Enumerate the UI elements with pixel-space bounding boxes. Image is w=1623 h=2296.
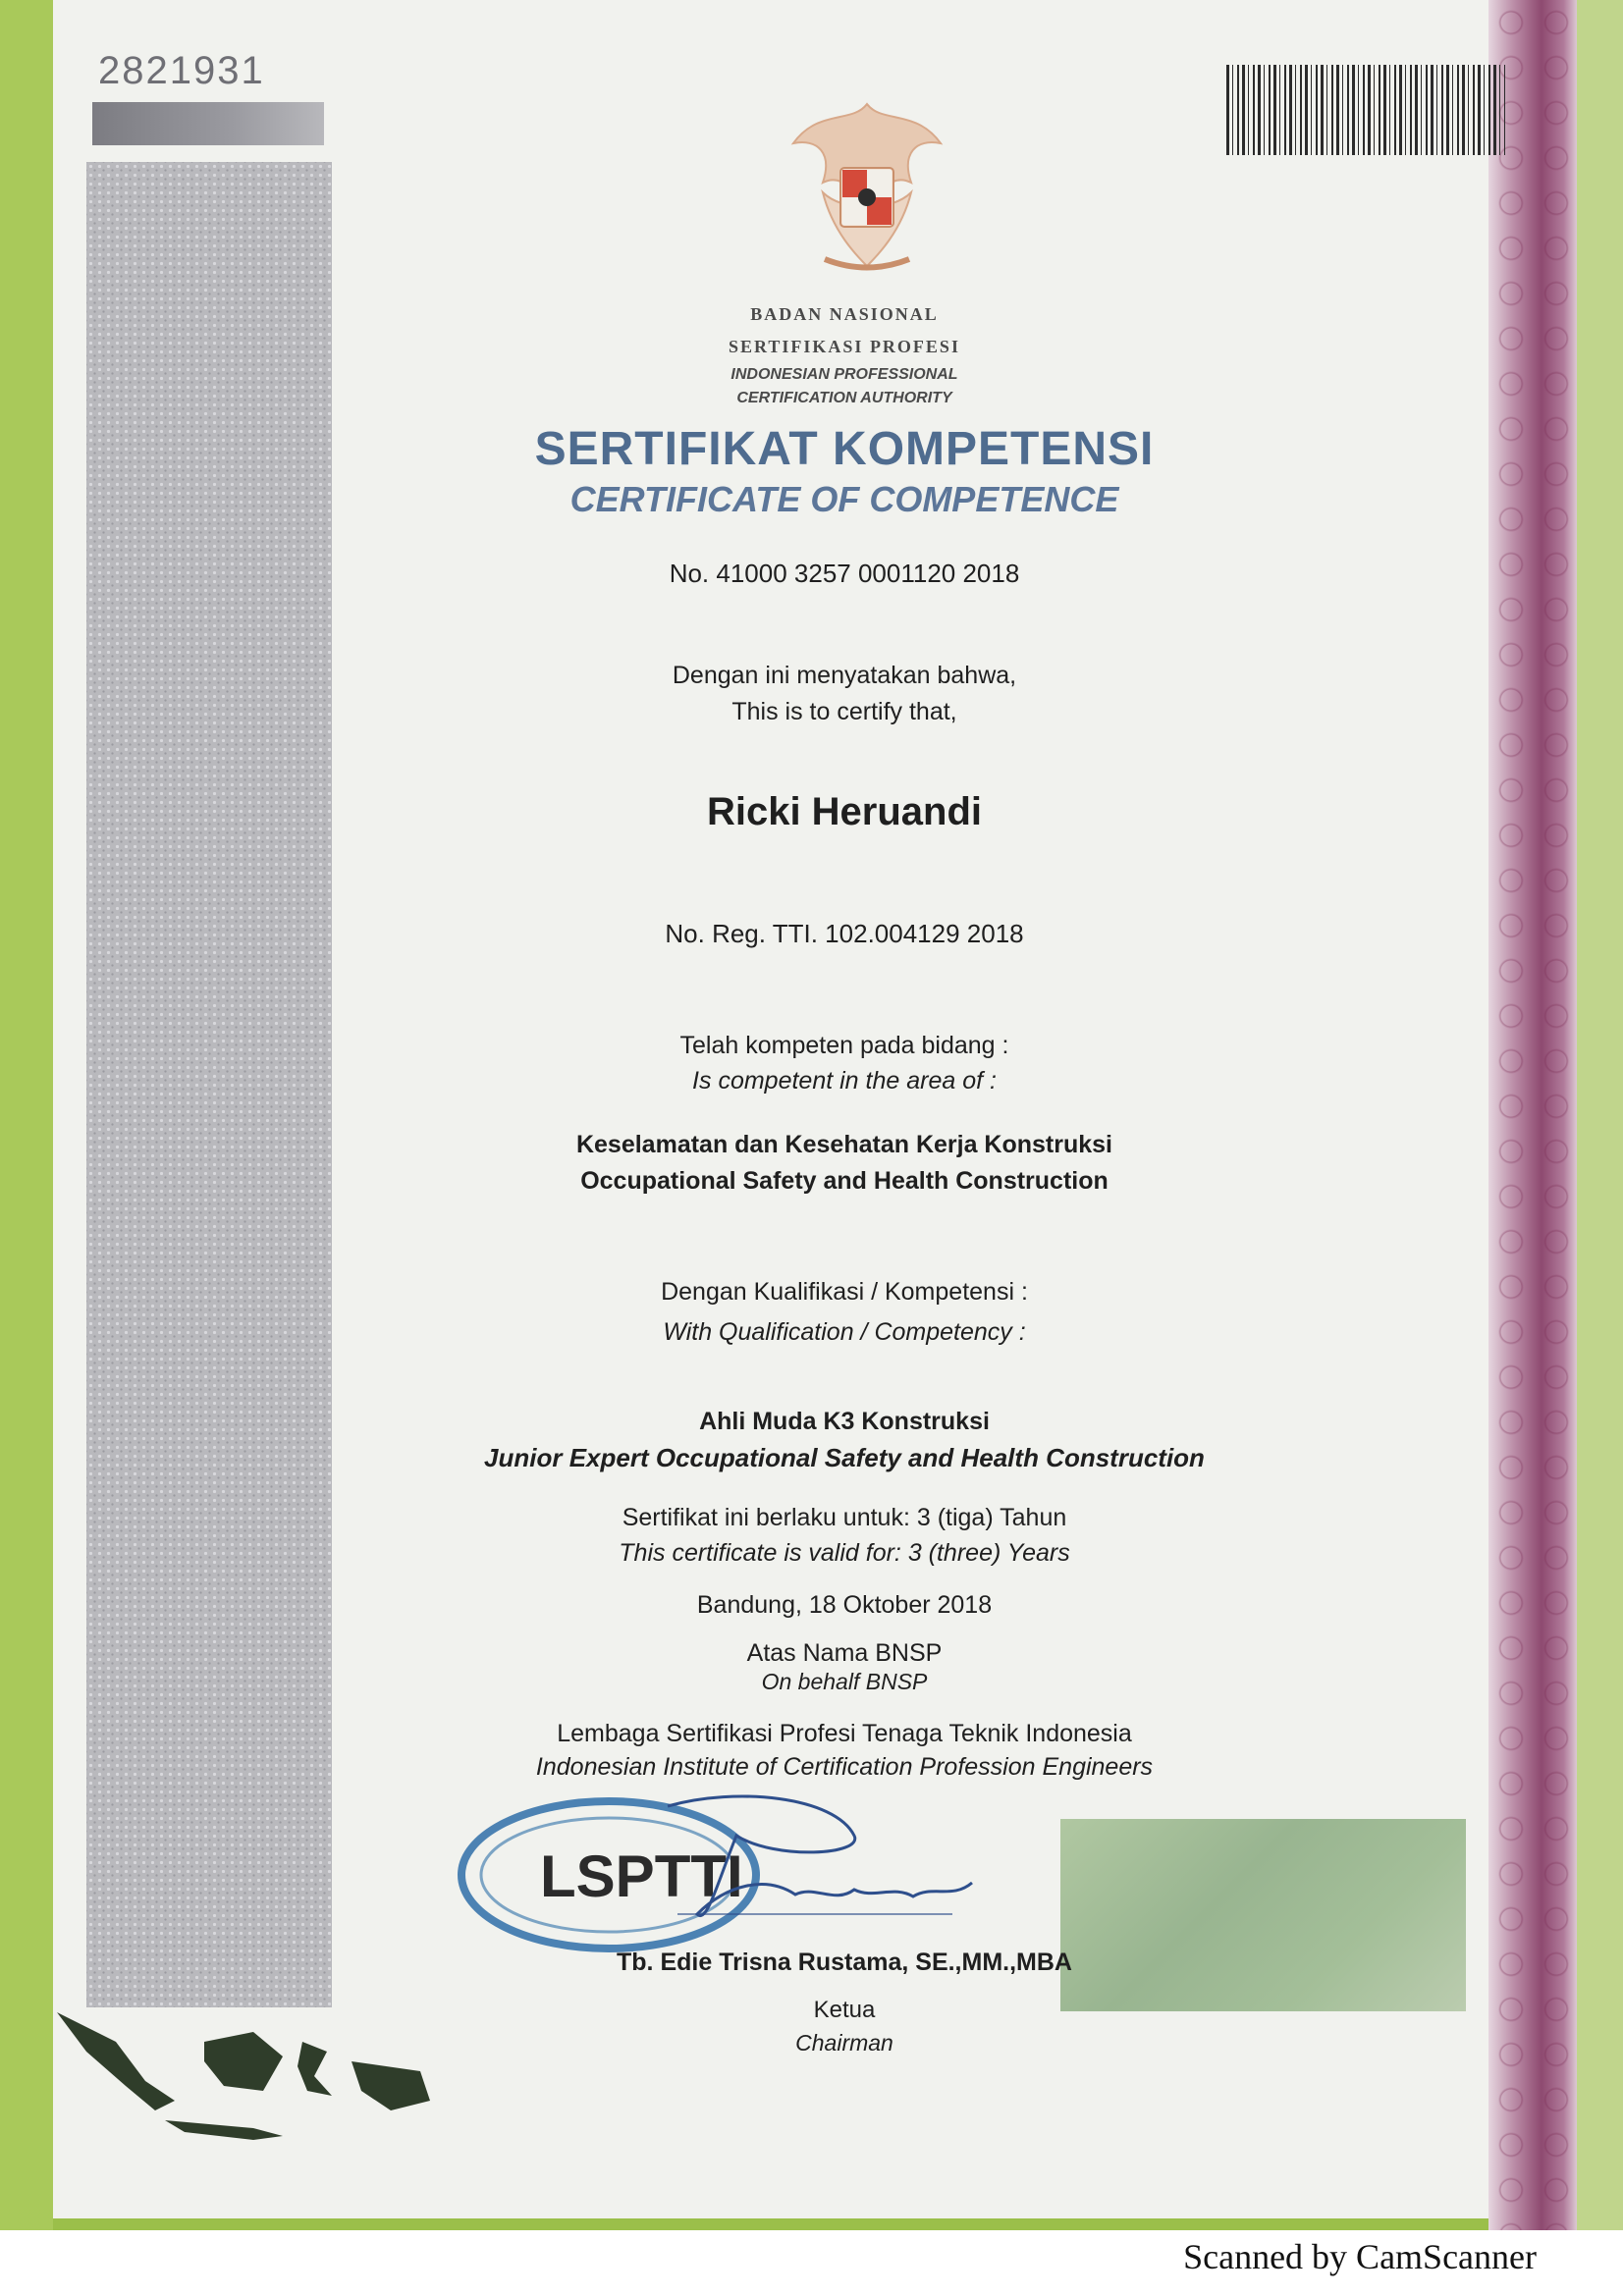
- signer-role-id: Ketua: [813, 1997, 876, 2023]
- signer-name: Tb. Edie Trisna Rustama, SE.,MM.,MBA: [617, 1949, 1072, 1976]
- certificate-number: No. 41000 3257 0001120 2018: [669, 559, 1020, 588]
- background-right: [1577, 0, 1623, 2230]
- registration-number: No. Reg. TTI. 102.004129 2018: [665, 919, 1024, 948]
- validity-en: This certificate is valid for: 3 (three) Years: [619, 1539, 1070, 1567]
- place-date: Bandung, 18 Oktober 2018: [696, 1591, 993, 1619]
- declaration-id: Dengan ini menyatakan bahwa,: [672, 662, 1017, 689]
- certificate-title-en: CERTIFICATE OF COMPETENCE: [569, 479, 1119, 519]
- competent-label-en: Is competent in the area of :: [692, 1067, 997, 1095]
- stamp-text: LSPTTI: [540, 1843, 743, 1909]
- qualification-label-en: With Qualification / Competency :: [663, 1318, 1026, 1346]
- background-left: [0, 0, 53, 2230]
- authority-name-en-line2: CERTIFICATION AUTHORITY: [736, 390, 952, 406]
- signer-role-en: Chairman: [795, 2030, 893, 2056]
- competence-field-en: Occupational Safety and Health Construction: [580, 1167, 1109, 1195]
- security-pattern-band: [86, 162, 332, 2007]
- guilloche-border: [1488, 0, 1577, 2230]
- qualification-en: Junior Expert Occupational Safety and Health Construction: [484, 1443, 1205, 1472]
- validity-id: Sertifikat ini berlaku untuk: 3 (tiga) Tahun: [622, 1504, 1067, 1531]
- authority-name-id-line2: SERTIFIKASI PROFESI: [729, 337, 960, 356]
- background-bottom: [53, 2218, 1577, 2230]
- behalf-id: Atas Nama BNSP: [746, 1639, 943, 1667]
- official-stamp: [442, 1767, 992, 1963]
- holder-photo: [1060, 1819, 1466, 2011]
- indonesia-map-icon: [57, 2002, 430, 2150]
- competence-field-id: Keselamatan dan Kesehatan Kerja Konstruksi: [575, 1131, 1113, 1158]
- holder-name: Ricki Heruandi: [706, 790, 983, 833]
- behalf-en: On behalf BNSP: [761, 1669, 928, 1694]
- qualification-label-id: Dengan Kualifikasi / Kompetensi :: [661, 1278, 1028, 1306]
- institution-name-id: Lembaga Sertifikasi Profesi Tenaga Teknik Indonesia: [557, 1720, 1132, 1747]
- competent-label-id: Telah kompeten pada bidang :: [679, 1032, 1009, 1059]
- authority-name-id: BADAN NASIONAL: [750, 304, 939, 324]
- qualification-id: Ahli Muda K3 Konstruksi: [699, 1408, 990, 1435]
- certificate-title-id: SERTIFIKAT KOMPETENSI: [534, 423, 1155, 475]
- scanner-watermark: Scanned by CamScanner: [1183, 2237, 1537, 2276]
- garuda-emblem-icon: [764, 84, 970, 291]
- authority-name-en: INDONESIAN PROFESSIONAL: [730, 366, 958, 383]
- serial-bar: [92, 102, 324, 145]
- institution-name-en: Indonesian Institute of Certification Profession Engineers: [535, 1753, 1154, 1781]
- serial-number: 2821931: [98, 49, 265, 92]
- barcode-icon: [1226, 65, 1505, 155]
- declaration-en: This is to certify that,: [731, 698, 957, 725]
